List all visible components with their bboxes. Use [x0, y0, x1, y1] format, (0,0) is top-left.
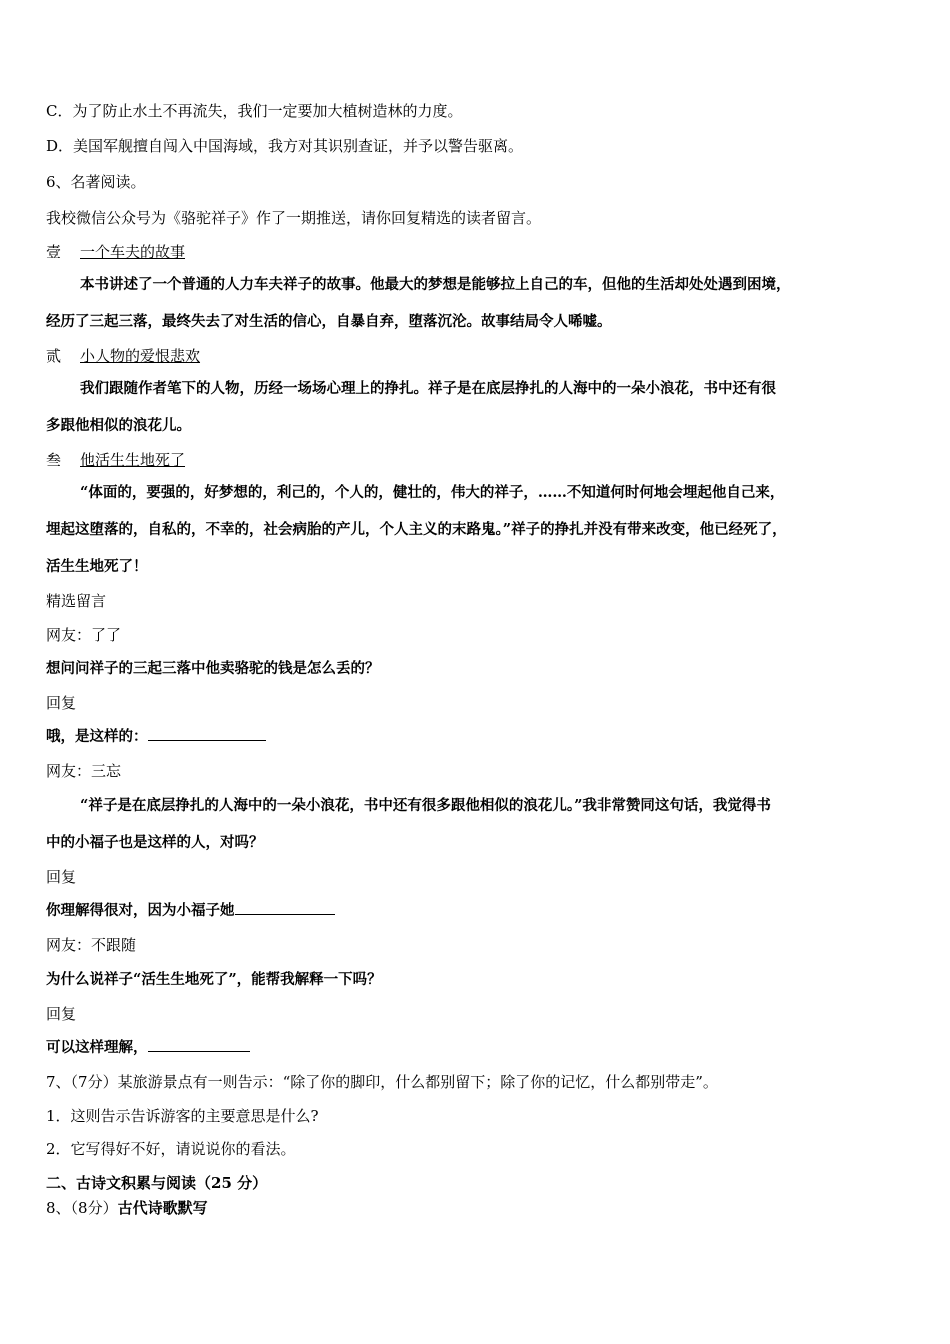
question-7-sub-2: 2．它写得好不好，请说说你的看法。	[46, 1140, 296, 1158]
section-1-paragraph-line-2: 经历了三起三落，最终失去了对生活的信心，自暴自弃，堕落沉沦。故事结局令人唏嘘。	[46, 313, 612, 330]
user-2-message-line-1: “祥子是在底层挣扎的人海中的一朵小浪花，书中还有很多跟他相似的浪花儿。”我非常赞同这句话，我觉得书	[80, 797, 771, 814]
section-1-title: 一个车夫的故事	[80, 243, 186, 261]
reply-3-answer-blank[interactable]	[148, 1037, 250, 1052]
option-d: D．美国军舰擅自闯入中国海域，我方对其识别查证，并予以警告驱离。	[46, 137, 524, 155]
section-3-number: 叁	[46, 451, 62, 469]
question-8-title: 古代诗歌默写	[117, 1199, 208, 1217]
section-3-header	[46, 449, 910, 471]
user-1-name: 网友：了了	[46, 626, 122, 644]
section-2-header	[46, 345, 910, 367]
selected-comments-heading: 精选留言	[46, 592, 107, 610]
section-1-number: 壹	[46, 243, 62, 261]
reply-3-text: 可以这样理解，	[46, 1039, 148, 1056]
section-3-paragraph-line-3: 活生生地死了！	[46, 558, 148, 575]
user-2-name: 网友：三忘	[46, 762, 122, 780]
section-2-number: 贰	[46, 347, 62, 365]
user-2-message-line-2: 中的小福子也是这样的人，对吗？	[46, 834, 264, 851]
question-8-prefix: 8、（8分）	[46, 1199, 118, 1217]
section-1-paragraph-line-1: 本书讲述了一个普通的人力车夫祥子的故事。他最大的梦想是能够拉上自己的车，但他的生活却处处遇到困境，	[80, 276, 791, 293]
question-7-heading: 7、（7分）某旅游景点有一则告示：“除了你的脚印，什么都别留下；除了你的记忆，什么都别带走”。	[46, 1073, 718, 1091]
section-2-title: 小人物的爱恨悲欢	[80, 347, 201, 365]
option-c: C．为了防止水土不再流失，我们一定要加大植树造林的力度。	[46, 102, 463, 120]
section-2-paragraph-line-2: 多跟他相似的浪花儿。	[46, 417, 191, 434]
question-6-heading: 6、名著阅读。	[46, 173, 146, 191]
user-1-message: 想问问祥子的三起三落中他卖骆驼的钱是怎么丢的？	[46, 660, 380, 677]
question-8-heading	[46, 1197, 910, 1219]
section-3-paragraph-line-1: “体面的，要强的，好梦想的，利己的，个人的，健壮的，伟大的祥子，……不知道何时何地会埋起他自己来，	[80, 484, 785, 501]
section-1-header	[46, 241, 910, 263]
reply-3-label: 回复	[46, 1005, 77, 1023]
reply-1-label: 回复	[46, 694, 77, 712]
section-3-title: 他活生生地死了	[80, 451, 186, 469]
question-7-sub-1: 1．这则告示告诉游客的主要意思是什么?	[46, 1107, 319, 1125]
part-2-heading: 二、古诗文积累与阅读（25 分）	[46, 1174, 268, 1192]
reply-1-line	[46, 726, 910, 748]
user-3-name: 网友：不跟随	[46, 936, 137, 954]
reply-1-answer-blank[interactable]	[148, 726, 266, 741]
reply-1-text: 哦，是这样的：	[46, 728, 148, 745]
reply-2-line	[46, 900, 910, 922]
reply-2-text: 你理解得很对，因为小福子她	[46, 902, 235, 919]
question-6-intro: 我校微信公众号为《骆驼祥子》作了一期推送，请你回复精选的读者留言。	[46, 209, 542, 227]
section-2-paragraph-line-1: 我们跟随作者笔下的人物，历经一场场心理上的挣扎。祥子是在底层挣扎的人海中的一朵小浪花，书中还有很	[80, 380, 776, 397]
user-3-message: 为什么说祥子“活生生地死了”，能帮我解释一下吗？	[46, 971, 382, 988]
section-3-paragraph-line-2: 埋起这堕落的，自私的，不幸的，社会病胎的产儿，个人主义的末路鬼。”祥子的挣扎并没有带来改变，他已经死了，	[46, 521, 787, 538]
reply-2-answer-blank[interactable]	[235, 900, 335, 915]
reply-2-label: 回复	[46, 868, 77, 886]
reply-3-line	[46, 1037, 910, 1059]
